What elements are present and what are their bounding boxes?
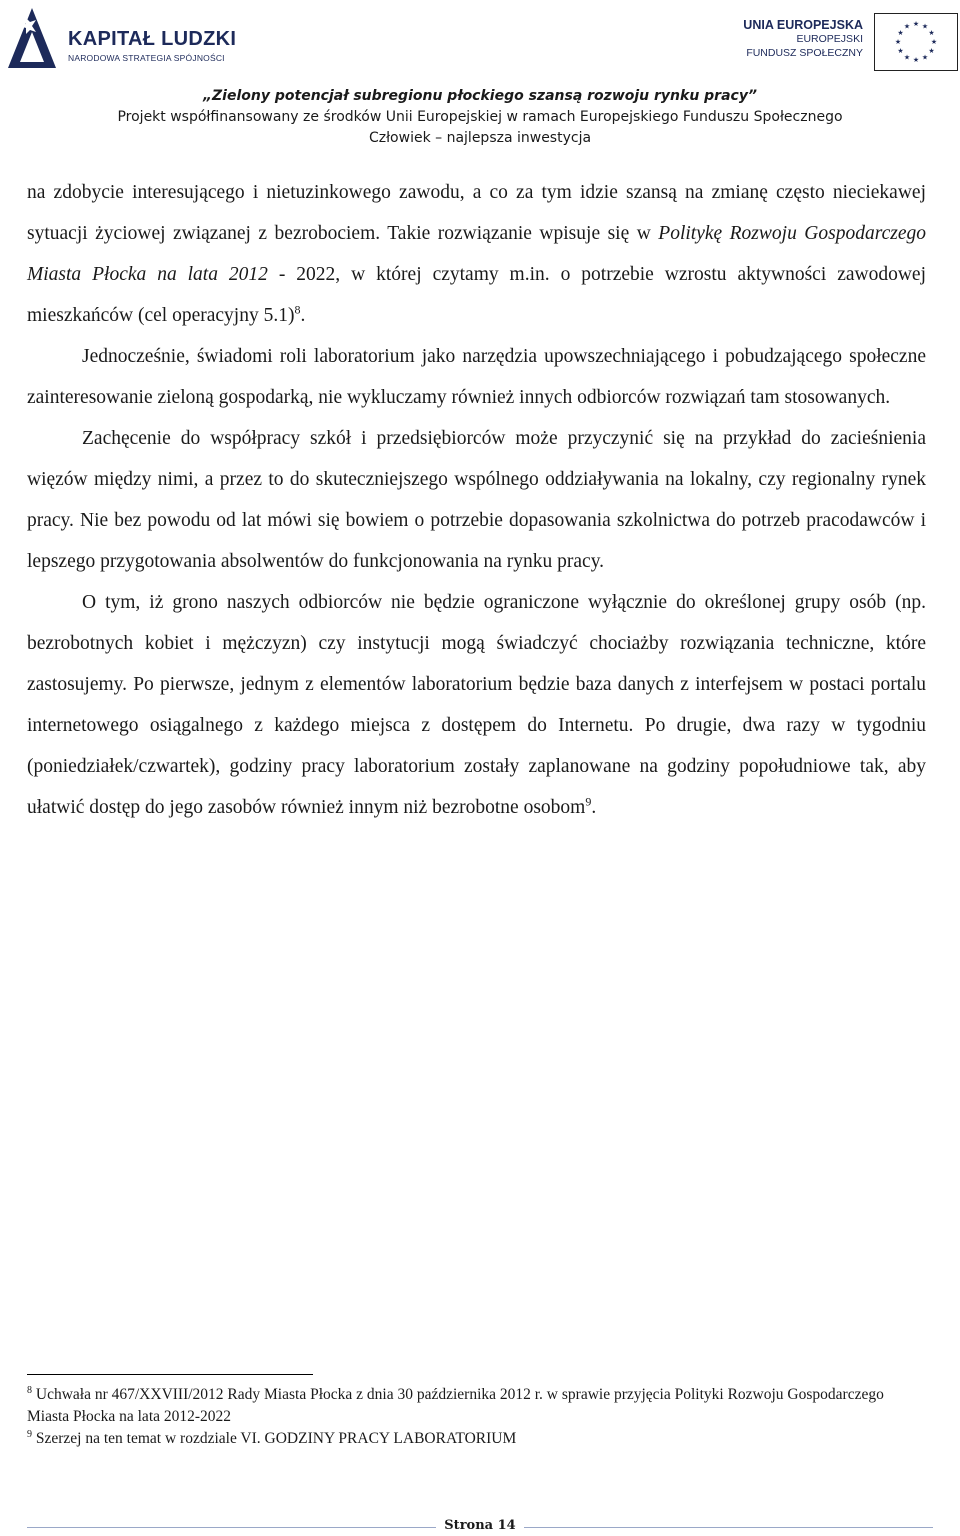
svg-text:★: ★: [912, 56, 920, 64]
paragraph-3: Zachęcenie do współpracy szkół i przedsiębiorców może przyczynić się na przykład do zacieśnienia więzów między nimi, a przez to do skuteczniejszego wspólnego oddziaływania na lokalny, czy regionalny rynek pracy. Nie bez powodu od lat mówi się bowiem o potrzebie dopasowania szkolnictwa do potrzeb pracodawców i lepszego przygotowania absolwentów do funkcjonowania na rynku pracy.: [27, 428, 926, 572]
footnote-9: [27, 1428, 927, 1450]
paragraph-1-tail: - 2022, w której czytamy m.in. o potrzebie wzrostu aktywności zawodowej mieszkańców (cel operacyjny 5.1): [27, 264, 926, 326]
eu-logo-line1: UNIA EUROPEJSKA: [743, 18, 863, 32]
document-body: [27, 172, 926, 828]
footnote-ref-8[interactable]: 8: [294, 302, 301, 317]
logo-subtitle: NARODOWA STRATEGIA SPÓJNOŚCI: [68, 53, 225, 63]
svg-text:★: ★: [897, 47, 904, 55]
paragraph-1: [27, 172, 926, 336]
svg-text:★: ★: [928, 29, 935, 37]
eu-logo-text: [743, 18, 863, 60]
footnote-9-text: Szerzej na ten temat w rozdziale VI. GODZINY PRACY LABORATORIUM: [32, 1430, 517, 1447]
page-footer: [0, 1518, 960, 1536]
kapital-ludzki-logo-icon: [6, 6, 60, 70]
svg-text:★: ★: [921, 22, 929, 31]
project-title: „Zielony potencjał subregionu płockiego szansą rozwoju rynku pracy”: [203, 88, 757, 104]
project-motto: Człowiek – najlepsza inwestycja: [368, 130, 592, 146]
footnote-8: [27, 1384, 927, 1428]
footnote-ref-9[interactable]: 9: [585, 794, 592, 809]
svg-text:★: ★: [903, 22, 911, 31]
paragraph-4: [27, 582, 926, 828]
svg-text:★: ★: [894, 38, 902, 46]
eu-logo-line2: EUROPEJSKI: [796, 33, 863, 45]
footnote-8-text: Uchwała nr 467/XXVIII/2012 Rady Miasta Płocka z dnia 30 października 2012 r. w sprawie przyjęcia Polityki Rozwoju Gospodarczego Miasta Płocka na lata 2012-2022: [27, 1386, 884, 1425]
paragraph-2: Jednocześnie, świadomi roli laboratorium jako narzędzia upowszechniającego i pobudzającego społeczne zainteresowanie zieloną gospodarką, nie wykluczamy również innych odbiorców rozwiązań tam stosowanych.: [27, 346, 926, 408]
project-cofinancing: Projekt współfinansowany ze środków Unii Europejskiej w ramach Europejskiego Funduszu Społecznego: [117, 109, 843, 125]
paragraph-1-text: na zdobycie interesującego i nietuzinkowego zawodu, a co za tym idzie szansą na zmianę często nieciekawej sytuacji życiowej związanej z bezrobociem. Takie rozwiązanie wpisuje się w: [27, 182, 926, 244]
eu-flag-icon: [874, 13, 958, 71]
svg-text:★: ★: [930, 38, 938, 46]
eu-logo-line3: FUNDUSZ SPOŁECZNY: [746, 47, 863, 59]
logo-title: KAPITAŁ LUDZKI: [68, 28, 237, 50]
footnote-separator: [27, 1374, 313, 1375]
svg-text:★: ★: [897, 29, 904, 37]
footnote-9-number: 9: [27, 1428, 32, 1440]
footnote-8-number: 8: [27, 1384, 32, 1396]
svg-text:★: ★: [928, 47, 935, 55]
paragraph-1-end: .: [300, 305, 306, 326]
page-number: Strona 14: [436, 1518, 523, 1533]
svg-text:★: ★: [912, 20, 920, 28]
page-header: [0, 0, 960, 160]
footnotes: [27, 1384, 927, 1450]
svg-text:★: ★: [921, 53, 929, 62]
svg-text:★: ★: [903, 53, 911, 62]
paragraph-4-end: .: [591, 797, 597, 818]
policy-title: Politykę Rozwoju Gospodarczego Miasta Płocka na lata 2012: [27, 223, 926, 285]
paragraph-4-text: O tym, iż grono naszych odbiorców nie będzie ograniczone wyłącznie do określonej grupy osób (np. bezrobotnych kobiet i mężczyzn) czy instytucji mogą świadczyć chociażby rozwiązania techniczne, które zastosujemy. Po pierwsze, jednym z elementów laboratorium będzie baza danych z interfejsem w postaci portalu internetowego osiągalnego z każdego miejsca z dostępem do Internetu. Po drugie, dwa razy w tygodniu (poniedziałek/czwartek), godziny pracy laboratorium zostały zaplanowane na godziny popołudniowe tak, aby ułatwić dostęp do jego zasobów również innym niż bezrobotne osobom: [27, 592, 926, 818]
